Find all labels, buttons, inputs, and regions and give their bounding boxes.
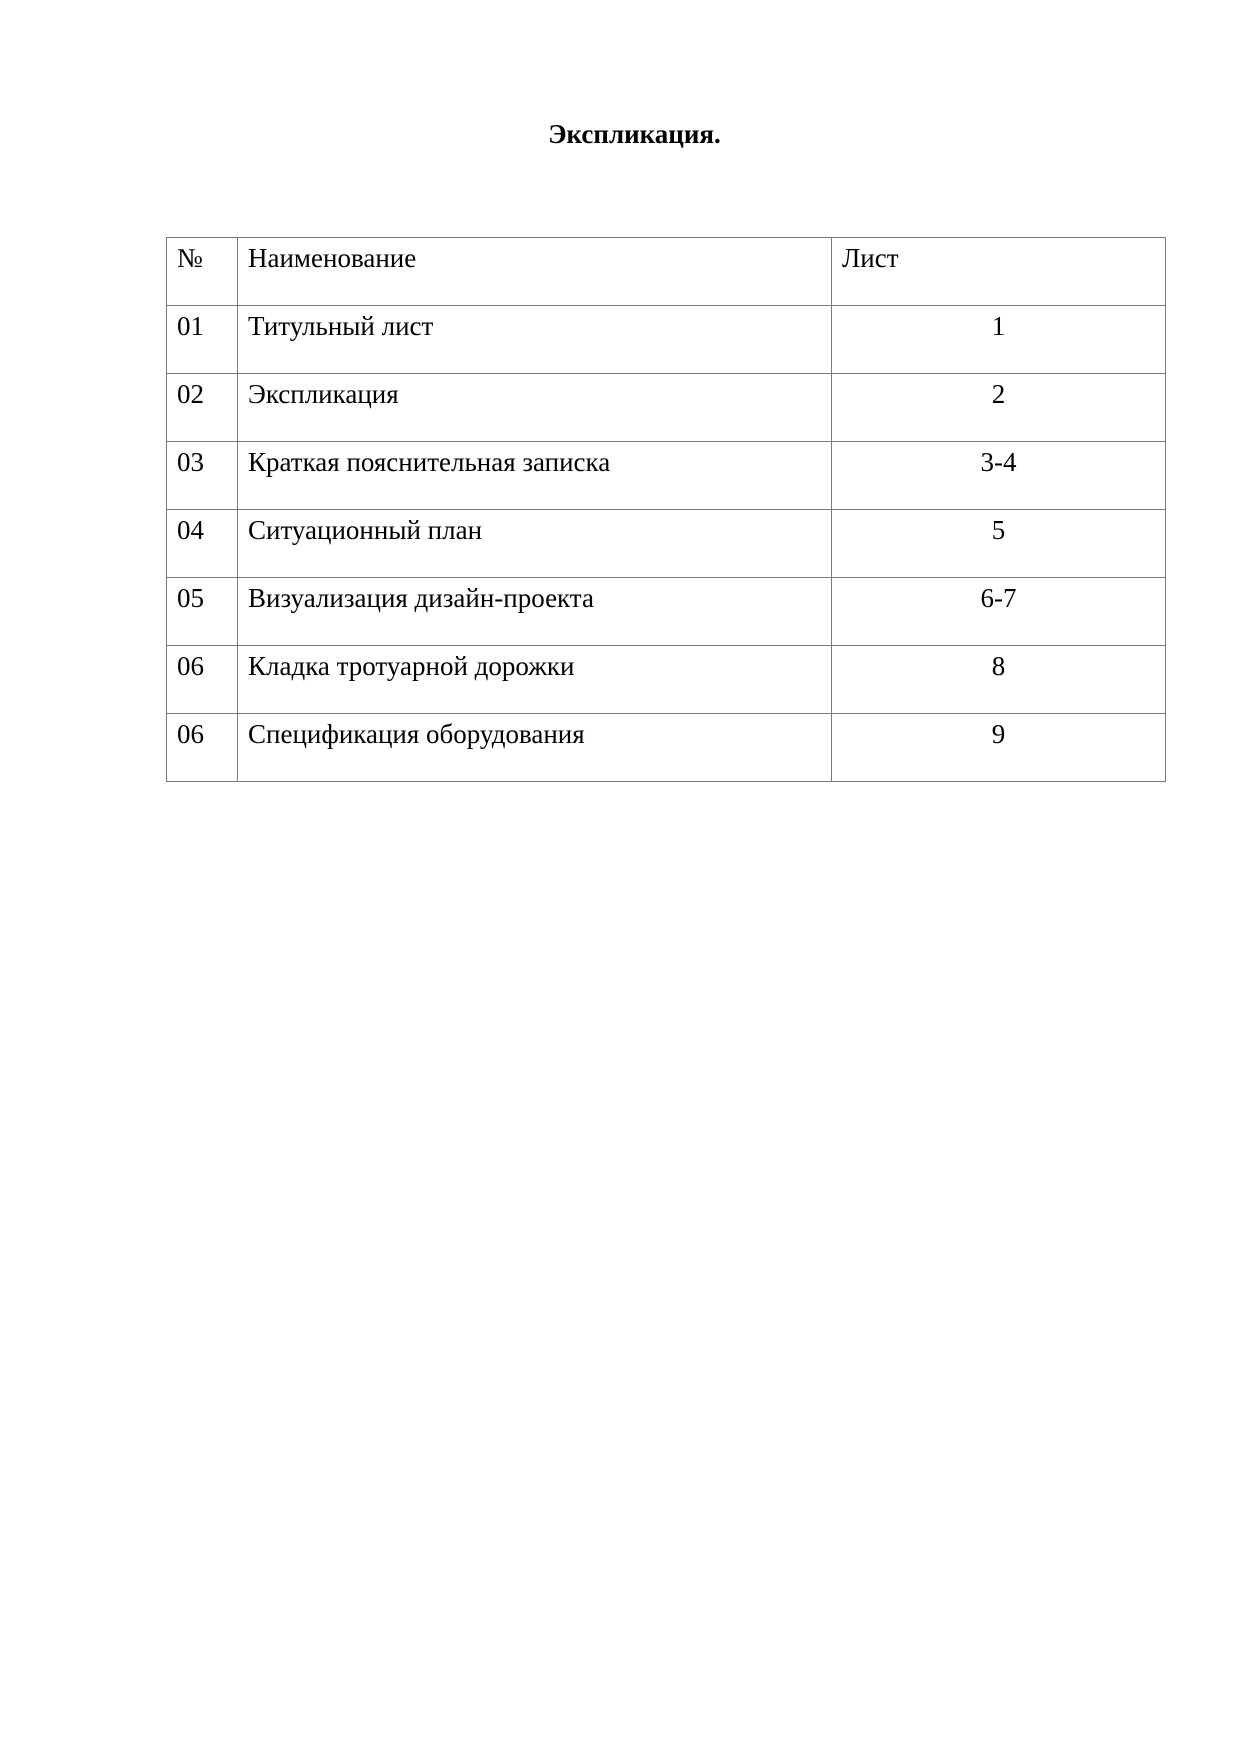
row-sheet: 6-7 (832, 578, 1166, 646)
table-row (167, 646, 1166, 714)
row-sheet: 1 (832, 306, 1166, 374)
row-number: 04 (167, 510, 238, 578)
row-name: Кладка тротуарной дорожки (238, 646, 832, 714)
row-number: 06 (167, 714, 238, 782)
row-sheet: 2 (832, 374, 1166, 442)
table-row (167, 578, 1166, 646)
row-number: 02 (167, 374, 238, 442)
row-number: 01 (167, 306, 238, 374)
row-name: Краткая пояснительная записка (238, 442, 832, 510)
row-number: 06 (167, 646, 238, 714)
table-row (167, 374, 1166, 442)
table-row (167, 442, 1166, 510)
table-row (167, 714, 1166, 782)
table-row (167, 510, 1166, 578)
table-header-row (167, 238, 1166, 306)
table-row (167, 306, 1166, 374)
row-number: 03 (167, 442, 238, 510)
row-number: 05 (167, 578, 238, 646)
row-sheet: 9 (832, 714, 1166, 782)
row-sheet: 8 (832, 646, 1166, 714)
row-sheet: 5 (832, 510, 1166, 578)
row-name: Спецификация оборудования (238, 714, 832, 782)
row-name: Экспликация (238, 374, 832, 442)
row-name: Титульный лист (238, 306, 832, 374)
row-sheet: 3-4 (832, 442, 1166, 510)
header-sheet: Лист (832, 238, 1166, 306)
page-title: Экспликация. (548, 119, 721, 149)
header-name: Наименование (238, 238, 832, 306)
row-name: Визуализация дизайн-проекта (238, 578, 832, 646)
explication-table (166, 237, 1166, 782)
row-name: Ситуационный план (238, 510, 832, 578)
header-number: № (167, 238, 238, 306)
